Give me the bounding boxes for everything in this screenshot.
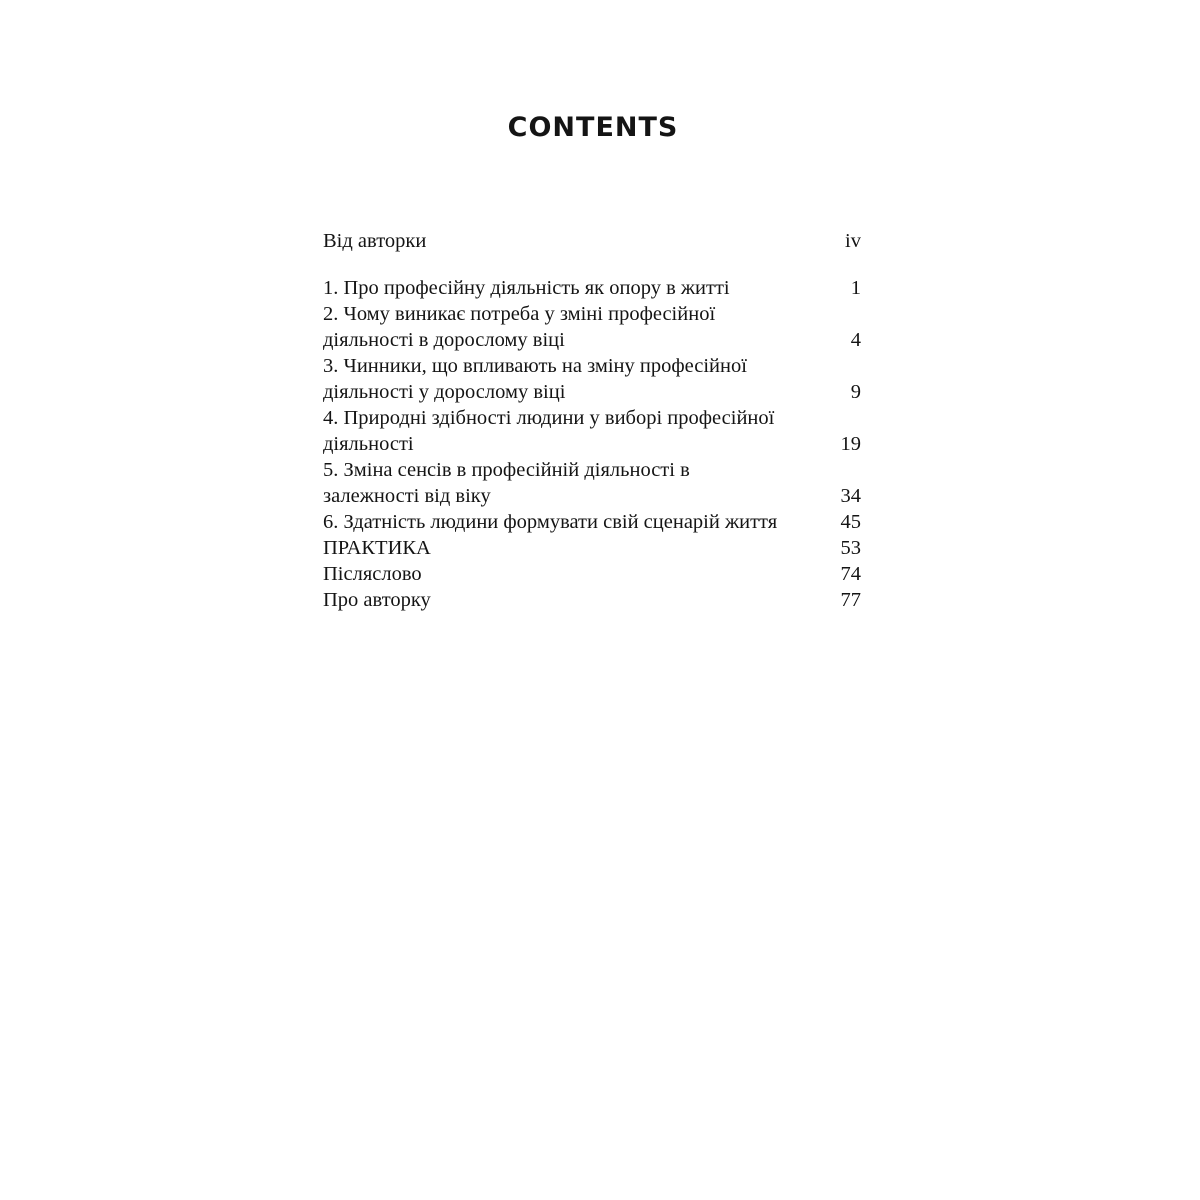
- page-title: CONTENTS: [507, 112, 679, 143]
- toc-entry-label: Від авторки: [323, 230, 427, 252]
- toc-entry-page: 45: [840, 511, 861, 533]
- toc-entry-page: 53: [840, 537, 861, 559]
- toc-entry: [323, 228, 861, 254]
- toc-entry: [323, 587, 861, 613]
- toc-entry: [323, 457, 861, 509]
- toc-entry: [323, 405, 861, 457]
- toc-entry: [323, 275, 861, 301]
- toc-entry-page: 74: [840, 563, 861, 585]
- toc-entry-page: 9: [850, 381, 861, 403]
- toc-entry-label: 6. Здатність людини формувати свій сценарій життя: [323, 511, 778, 533]
- toc-entry: [323, 535, 861, 561]
- toc-entry-label: ПРАКТИКА: [323, 537, 431, 559]
- toc-entry-label: 1. Про професійну діяльність як опору в житті: [323, 277, 730, 299]
- toc-entry-label: 3. Чинники, що впливають на зміну професійної діяльності у дорослому віці: [323, 355, 747, 403]
- toc-entry-label: 5. Зміна сенсів в професійній діяльності в залежності від віку: [323, 459, 690, 507]
- toc-entry-page: 77: [840, 589, 861, 611]
- toc-entry-page: 4: [850, 329, 861, 351]
- toc-entry-page: 1: [850, 277, 861, 299]
- toc-entry-page: iv: [845, 230, 861, 252]
- toc-entry-label: Про авторку: [323, 589, 431, 611]
- toc-entry: [323, 509, 861, 535]
- toc-entry-label: 2. Чому виникає потреба у зміні професійної діяльності в дорослому віці: [323, 303, 716, 351]
- toc-entry-page: 19: [840, 433, 861, 455]
- table-of-contents: [323, 228, 861, 613]
- toc-entry-label: Післяслово: [323, 563, 422, 585]
- toc-entry: [323, 561, 861, 587]
- toc-entry-label: 4. Природні здібності людини у виборі професійної діяльності: [323, 407, 775, 455]
- toc-entry: [323, 301, 861, 353]
- toc-entry-page: 34: [840, 485, 861, 507]
- toc-entry: [323, 353, 861, 405]
